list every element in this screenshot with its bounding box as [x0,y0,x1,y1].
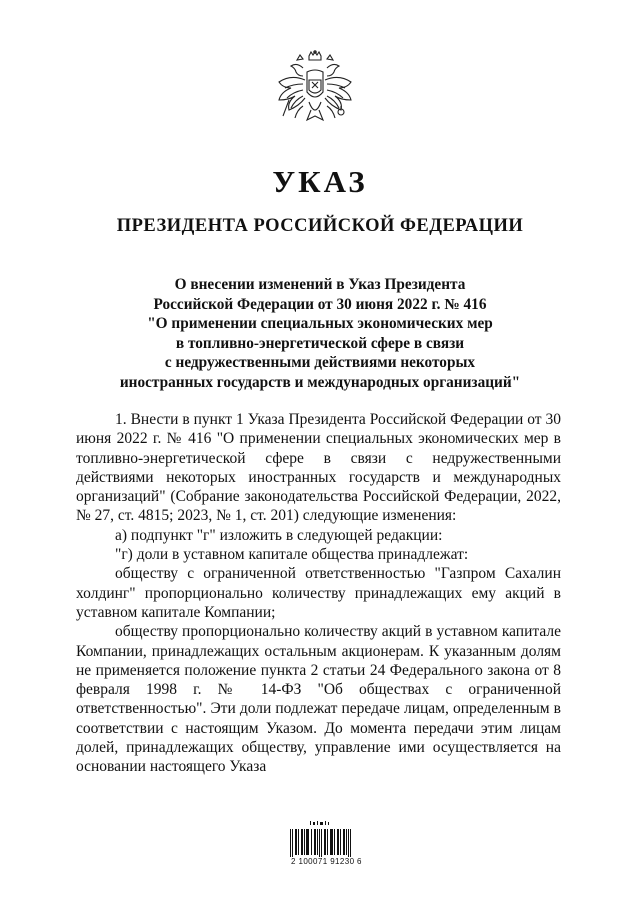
document-subtitle: ПРЕЗИДЕНТА РОССИЙСКОЙ ФЕДЕРАЦИИ [116,216,524,236]
barcode-icon [288,821,354,861]
heading-line: с недружественными действиями некоторых [164,354,476,372]
heading-line: О внесении изменений в Указ Президента [174,276,466,293]
paragraph: 1. Внести в пункт 1 Указа Президента Российской Федерации от 30 июня 2022 г. № 416 "О применении специальных экономических мер в топливно-энергетической сфере в связи с недружественными действиями некоторых иностранных государств и международных организаций" (Собрание законодательства Российской Федерации, 2022, № 27, ст. 4815; 2023, № 1, ст. 201) следующие изменения: [76,411,561,525]
paragraph: "г) доли в уставном капитале общества принадлежат: [115,546,469,564]
heading-line: Российской Федерации от 30 июня 2022 г. № 416 [153,295,487,313]
decree-heading [100,275,540,393]
paragraph: а) подпункт "г" изложить в следующей редакции: [115,526,443,544]
heading-line: "О применении специальных экономических мер [147,315,493,333]
barcode-number: 2 100071 91230 6 [291,857,362,866]
heading-line: иностранных государств и международных организаций" [119,373,521,391]
decree-body [76,410,561,777]
russian-emblem-icon [273,50,357,144]
document-title: УКАЗ [272,164,368,199]
paragraph: обществу пропорционально количеству акций в уставном капитале Компании, принадлежащих остальным акционерам. К указанным долям не применяется положение пункта 2 статьи 24 Федерального закона от 8 февраля 1998 г. № 14-ФЗ "Об обществах с ограниченной ответственностью". Эти доли подлежат передаче лицам, определенным в соответствии с настоящим Указом. До момента передачи этим лицам долей, принадлежащих обществу, управление ими осуществляется на основании настоящего Указа [76,623,561,776]
heading-line: в топливно-энергетической сфере в связи [175,334,465,352]
paragraph: обществу с ограниченной ответственностью "Газпром Сахалин холдинг" пропорционально количеству принадлежащих ему акций в уставном капитале Компании; [76,565,561,621]
